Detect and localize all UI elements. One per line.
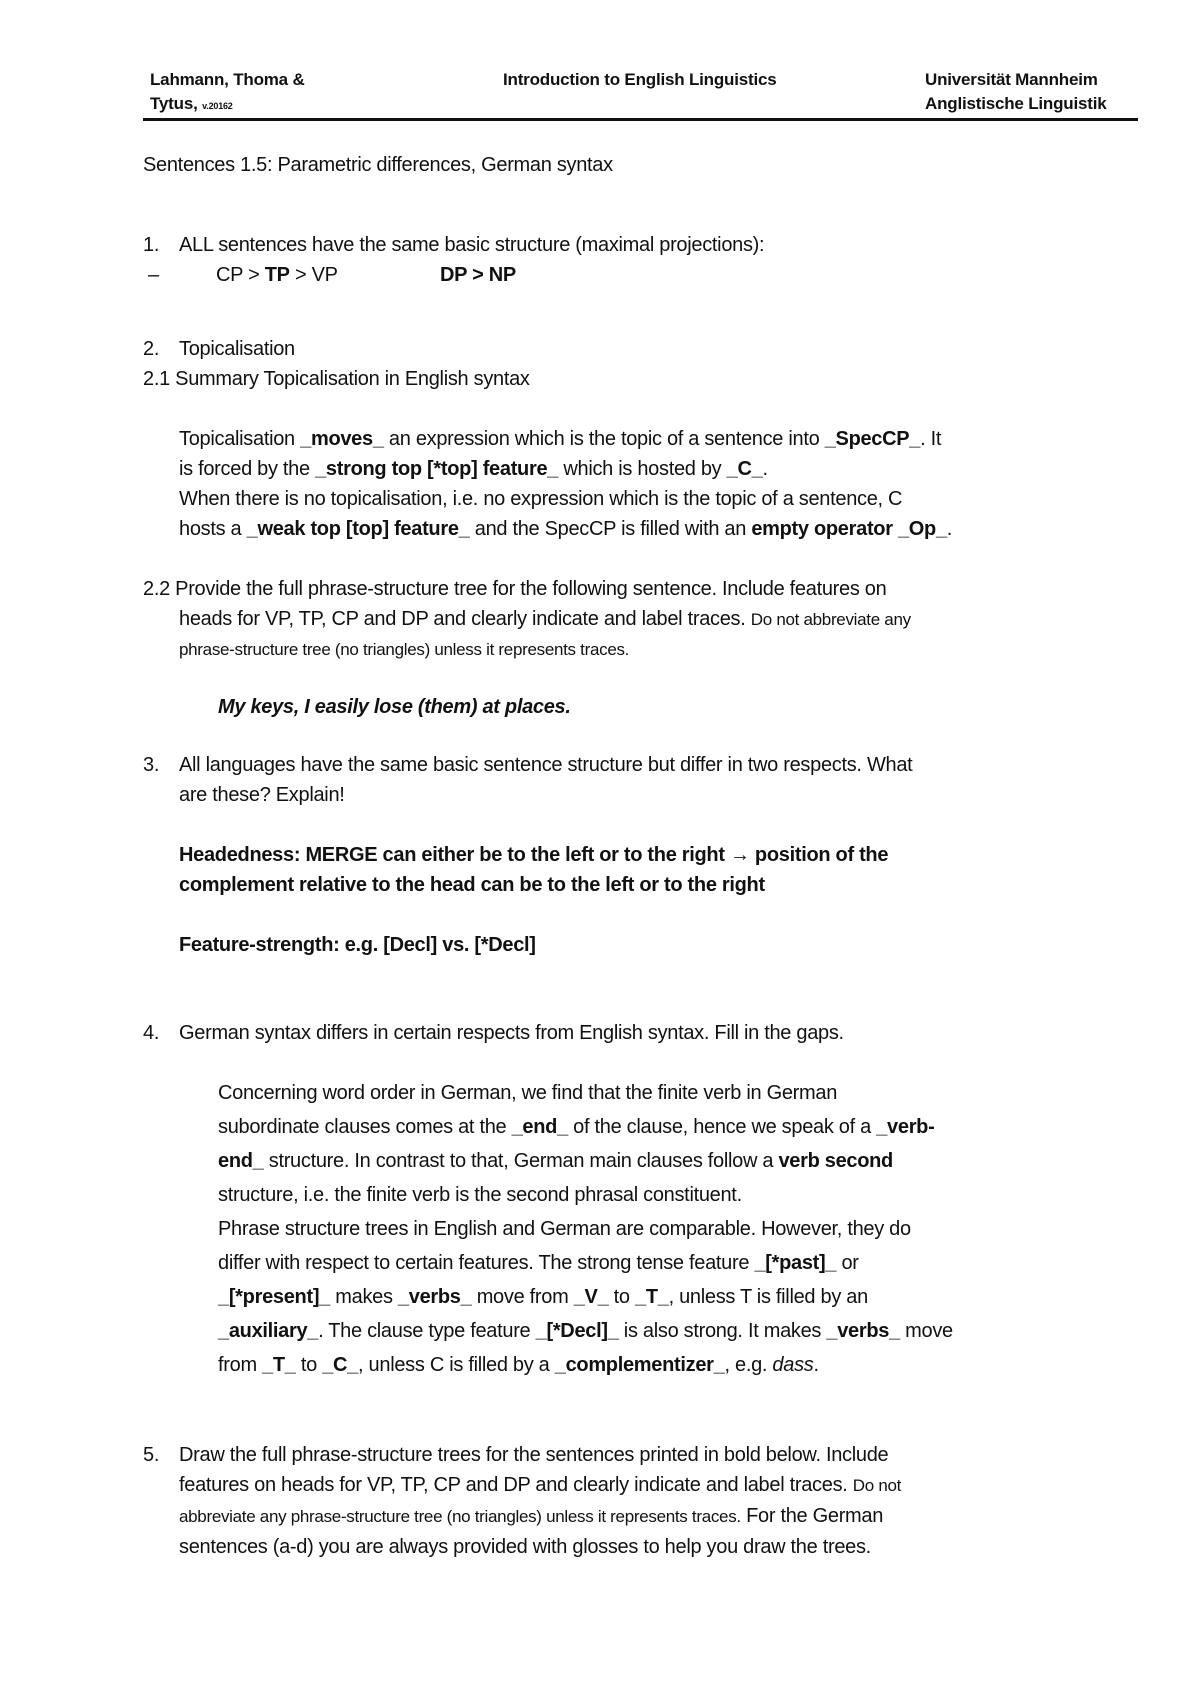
gap-v: _V_ bbox=[573, 1286, 609, 1308]
gap-weak-top: _weak top [top] feature_ bbox=[246, 518, 470, 540]
section-4-number: 4. bbox=[143, 1022, 160, 1044]
section-3-question-line2: are these? Explain! bbox=[179, 784, 345, 806]
section-1-text: ALL sentences have the same basic structure (maximal projections): bbox=[179, 234, 765, 256]
gap-c: _C_ bbox=[726, 458, 763, 480]
topicalisation-summary: Topicalisation _moves_ an expression which is the topic of a sentence into _SpecCP_. It is forced by the _strong top [*top] feature_ which is hosted by _C_. When there is no topicalisation, i.e. no expression which is the topic of a sentence, C hosts a _weak top [top] feature_ and the SpecCP is filled with an empty operator _Op_. bbox=[179, 428, 953, 540]
structure-bullet: – bbox=[148, 264, 159, 286]
section-2-heading: Topicalisation bbox=[179, 338, 295, 360]
header-authors bbox=[150, 68, 305, 118]
gap-decl: _[*Decl]_ bbox=[535, 1320, 619, 1342]
section-2-2: 2.2 Provide the full phrase-structure tree for the following sentence. Include features on heads for VP, TP, CP and DP and clearly indicate and label traces. Do not abbreviate any phrase-structure tree (no triangles) unless it represents traces. bbox=[143, 574, 911, 665]
header-authors-line1: Lahmann, Thoma & bbox=[150, 70, 305, 89]
gap-verb-second: verb second bbox=[778, 1150, 893, 1172]
header-version: v.20162 bbox=[202, 101, 233, 111]
structure-vp: > VP bbox=[289, 264, 338, 286]
section-1-number: 1. bbox=[143, 234, 160, 256]
header-university: Universität Mannheim bbox=[925, 70, 1098, 89]
gap-speccp: _SpecCP_ bbox=[824, 428, 921, 450]
section-2-1-heading: 2.1 Summary Topicalisation in English syntax bbox=[143, 368, 530, 390]
gap-verbs-1: _verbs_ bbox=[397, 1286, 472, 1308]
gap-complementizer: _complementizer_ bbox=[554, 1354, 725, 1376]
gap-auxiliary: _auxiliary_ bbox=[218, 1320, 319, 1342]
gap-empty-operator: empty operator _Op_ bbox=[751, 518, 947, 540]
page-title: Sentences 1.5: Parametric differences, German syntax bbox=[143, 154, 613, 176]
gap-moves: _moves_ bbox=[300, 428, 384, 450]
structure-tp: TP bbox=[264, 264, 290, 286]
gap-t-1: _T_ bbox=[635, 1286, 669, 1308]
section-2-number: 2. bbox=[143, 338, 160, 360]
section-2-2-line1: 2.2 Provide the full phrase-structure tree for the following sentence. Include features on bbox=[143, 578, 887, 600]
example-sentence: My keys, I easily lose (them) at places. bbox=[218, 696, 571, 718]
header-course: Introduction to English Linguistics bbox=[503, 70, 777, 89]
example-dass: dass bbox=[772, 1354, 814, 1376]
header-rule bbox=[143, 118, 1138, 121]
answer-headedness: Headedness: MERGE can either be to the left or to the right → position of the complement relative to the head can be to the left or to the right bbox=[179, 844, 889, 896]
gap-verb-end-1: _verb- bbox=[876, 1116, 935, 1138]
gap-end: _end_ bbox=[511, 1116, 568, 1138]
header-institution bbox=[925, 68, 1106, 116]
header-department: Anglistische Linguistik bbox=[925, 94, 1107, 113]
document-page: Lahmann, Thoma & Tytus, v.20162 Introduction to English Linguistics Universität Mannheim Anglistische Linguistik Sentences 1.5: Parametric differences, German syntax 1. ALL sentences have the same basic structure (maximal projections): – CP > TP > VP DP > NP 2. Topicalisation 2.1 Summary Topicalisation in English syntax Topicalisation _moves_ an expression which is the topic of a sentence into _SpecCP_. It is forced by the _strong top [*top] feature_ which is hosted by _C_. When there is no topicalisation, i.e. no expression which is the topic of a sentence, C hosts a _weak top [top] feature_ and the SpecCP is filled with an empty operator _Op_. 2.2 Provide the full phrase-structure tree for the following sentence. Include features on heads for VP, TP, CP and DP and clearly indicate and label traces. Do not abbreviate any phrase-structure tree (no triangles) unless it represents traces. My keys, I easily lose (them) at places. 3. All languages have the same basic sentence structure but differ in two respects. What are these? Explain! Headedness: MERGE can either be to the left or to the right → position of the complement relative to the head can be to the left or to the right Feature-strength: e.g. [Decl] vs. [*Decl] 4. German syntax differs in certain respects from English syntax. Fill in the gaps. Concerning word order in German, we find that the finite verb in German subordinate clauses comes at the _end_ of the clause, hence we speak of a _verb- end_ structure. In contrast to that, German main clauses follow a verb second structure, i.e. the finite verb is the second phrasal constituent. Phrase structure trees in English and German are comparable. However, they do differ with respect to certain features. The strong tense feature _[*past]_ or _[*present]_ makes _verbs_ move from _V_ to _T_, unless T is filled by an _auxiliary_. The clause type feature _[*Decl]_ is also strong. It makes _verbs_ move from _T_ to _C_, unless C is filled by a _complementizer_, e.g. dass. 5. Draw the full phrase-structure trees for the sentences printed in bold below. Include features on heads for VP, TP, CP and DP and clearly indicate and label traces. Do not abbreviate any phrase-structure tree (no triangles) unless it represents traces. For the German sentences (a-d) you are always provided with glosses to help you draw the trees. bbox=[0, 0, 1200, 1698]
section-4-question: German syntax differs in certain respects from English syntax. Fill in the gaps. bbox=[179, 1022, 844, 1044]
gap-past: _[*past]_ bbox=[754, 1252, 837, 1274]
section-3-number: 3. bbox=[143, 754, 160, 776]
gap-present: _[*present]_ bbox=[218, 1286, 330, 1308]
section-5-number: 5. bbox=[143, 1444, 160, 1466]
gap-t-2: _T_ bbox=[262, 1354, 296, 1376]
gap-verbs-2: _verbs_ bbox=[826, 1320, 900, 1342]
structure-cp: CP > bbox=[216, 264, 265, 286]
answer-feature-strength: Feature-strength: e.g. [Decl] vs. [*Decl] bbox=[179, 934, 536, 956]
header-authors-line2: Tytus, bbox=[150, 94, 198, 113]
section-4-cloze-text: Concerning word order in German, we find that the finite verb in German subordinate clauses comes at the _end_ of the clause, hence we speak of a _verb- end_ structure. In contrast to that, German main clauses follow a verb second structure, i.e. the finite verb is the second phrasal constituent. Phrase structure trees in English and German are comparable. However, they do differ with respect to certain features. The strong tense feature _[*past]_ or _[*present]_ makes _verbs_ move from _V_ to _T_, unless T is filled by an _auxiliary_. The clause type feature _[*Decl]_ is also strong. It makes _verbs_ move from _T_ to _C_, unless C is filled by a _complementizer_, e.g. dass. bbox=[218, 1082, 953, 1376]
section-3-question-line1: All languages have the same basic sentence structure but differ in two respects. What bbox=[179, 754, 913, 776]
structure-dp-np: DP > NP bbox=[440, 264, 516, 286]
gap-c-2: _C_ bbox=[322, 1354, 359, 1376]
gap-strong-top: _strong top [*top] feature_ bbox=[315, 458, 559, 480]
gap-verb-end-2: end_ bbox=[218, 1150, 264, 1172]
